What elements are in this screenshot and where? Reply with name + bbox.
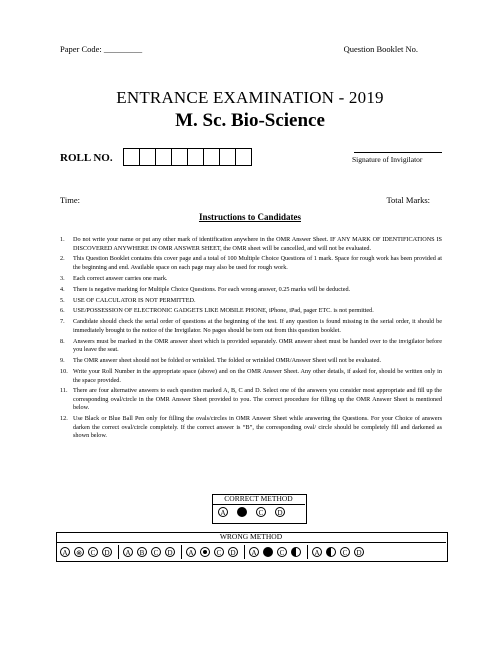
- instruction-number: 6.: [60, 307, 65, 315]
- group-divider: [307, 545, 308, 559]
- answer-bubble: A: [249, 547, 259, 557]
- instruction-number: 5.: [60, 296, 65, 304]
- answer-bubble: C: [256, 507, 266, 517]
- wrong-method-title: WRONG METHOD: [56, 532, 446, 543]
- instructions-title: Instructions to Candidates: [198, 212, 301, 222]
- instruction-item: [60, 338, 442, 355]
- answer-bubble: A: [312, 547, 322, 557]
- roll-no-box: [235, 148, 252, 166]
- answer-bubble: [200, 547, 210, 557]
- instruction-item: [60, 318, 442, 335]
- instruction-text: USE/POSSESSION OF ELECTRONIC GADGETS LIKE MOBILE PHONE, iPhone, iPad, pager ETC. is not permitted.: [73, 307, 374, 315]
- instruction-text: Write your Roll Number in the appropriate space (above) and on the OMR Answer Sheet. Any other details, if asked for, should be written only in the space provided.: [73, 368, 442, 384]
- instruction-number: 2.: [60, 255, 65, 263]
- instruction-item: [60, 286, 442, 295]
- instruction-text: This Question Booklet contains this cover page and a total of 100 Multiple Choice Questions of 1 mark. Space for rough work has been provided at the beginning and end. Available space on each page may also be used for rough work.: [73, 255, 442, 271]
- roll-no-box: [123, 148, 140, 166]
- answer-bubble: ⊗: [74, 547, 84, 557]
- instruction-number: 4.: [60, 285, 65, 293]
- instruction-number: 3.: [60, 274, 65, 282]
- group-divider: [244, 545, 245, 559]
- instruction-number: 8.: [60, 337, 65, 345]
- instruction-text: There are four alternative answers to each question marked A, B, C and D. Select one of the answers you consider most appropriate and fill up the corresponding oval/circle in the OMR Answer Sheet provided to you. The correct procedure for filling up the OMR Answer Sheet is mentioned below.: [73, 387, 442, 412]
- wrong-method-bubbles: [60, 545, 368, 559]
- roll-no-label: ROLL NO.: [60, 152, 113, 164]
- answer-bubble: [326, 547, 336, 557]
- signature-label: Signature of Invigilator: [352, 155, 423, 164]
- instruction-number: 9.: [60, 357, 65, 365]
- instruction-text: Candidate should check the serial order of questions at the beginning of the test. If any question is found missing in the serial order, it should be immediately brought to the notice of the Invigilator. No pages should be torn out from this question booklet.: [73, 318, 442, 334]
- course-title: M. Sc. Bio-Science: [175, 110, 325, 131]
- instruction-text: Use Black or Blue Ball Pen only for filling the ovals/circles in OMR Answer Sheet while answering the Questions. For your Choice of answers darken the correct oval/circle completely. If the correct answer is “B”, the corresponding oval/ circle should be completely fill and darkened as shown below.: [73, 415, 442, 440]
- answer-bubble: D: [354, 547, 364, 557]
- correct-method-title: CORRECT METHOD: [212, 494, 305, 505]
- answer-bubble: A: [60, 547, 70, 557]
- roll-no-boxes: [124, 148, 252, 166]
- instruction-item: [60, 297, 442, 306]
- time-label: Time:: [60, 195, 81, 205]
- exam-title: ENTRANCE EXAMINATION - 2019: [116, 88, 384, 107]
- question-booklet-no-label: Question Booklet No.: [343, 44, 418, 54]
- answer-bubble: C: [214, 547, 224, 557]
- answer-bubble: [291, 547, 301, 557]
- roll-no-box: [155, 148, 172, 166]
- instruction-item: [60, 236, 442, 253]
- answer-bubble: C: [88, 547, 98, 557]
- instruction-item: [60, 368, 442, 385]
- instruction-item: [60, 307, 442, 316]
- answer-bubble: [263, 547, 273, 557]
- answer-bubble: D: [228, 547, 238, 557]
- roll-no-box: [171, 148, 188, 166]
- instruction-text: There is negative marking for Multiple Choice Questions. For each wrong answer, 0.25 marks will be deducted.: [73, 285, 351, 293]
- answer-bubble: C: [340, 547, 350, 557]
- answer-bubble: C: [277, 547, 287, 557]
- instruction-item: [60, 275, 442, 284]
- instruction-number: 1.: [60, 236, 65, 243]
- roll-no-box: [203, 148, 220, 166]
- instructions-list: [60, 236, 442, 443]
- answer-bubble: C: [151, 547, 161, 557]
- instruction-text: The OMR answer sheet should not be folded or wrinkled. The folded or wrinkled OMR/Answer Sheet will not be evaluated.: [73, 357, 381, 365]
- roll-no-box: [219, 148, 236, 166]
- signature-line: [354, 152, 442, 153]
- answer-bubble: A: [218, 507, 228, 517]
- instruction-text: Each correct answer carries one mark.: [73, 274, 168, 282]
- answer-bubble: D: [102, 547, 112, 557]
- answer-bubble: D: [165, 547, 175, 557]
- roll-no-box: [187, 148, 204, 166]
- instruction-item: [60, 357, 442, 366]
- instruction-text: Do not write your name or put any other mark of identification anywhere in the OMR Answer Sheet. IF ANY MARK OF IDENTIFICATIONS IS DISCOVERED ANYWHERE IN OMR ANSWER SHEET, the OMR sheet will be cancelled, and will not be evaluated.: [73, 236, 442, 252]
- total-marks-label: Total Marks:: [386, 195, 430, 205]
- answer-bubble: A: [123, 547, 133, 557]
- answer-bubble: D: [275, 507, 285, 517]
- answer-bubble: [237, 507, 247, 517]
- instruction-number: 7.: [60, 318, 65, 326]
- answer-bubble: A: [186, 547, 196, 557]
- paper-code-label: Paper Code: _________: [60, 44, 143, 54]
- correct-method-bubbles: [218, 507, 294, 517]
- answer-bubble: B: [137, 547, 147, 557]
- roll-no-box: [139, 148, 156, 166]
- instruction-number: 12.: [60, 415, 68, 423]
- group-divider: [118, 545, 119, 559]
- instruction-number: 11.: [60, 387, 68, 395]
- instruction-item: [60, 415, 442, 441]
- instruction-number: 10.: [60, 368, 68, 376]
- instruction-text: Answers must be marked in the OMR answer sheet which is provided separately. OMR answer sheet must be handed over to the invigilator before you leave the seat.: [73, 337, 442, 354]
- group-divider: [181, 545, 182, 559]
- instruction-item: [60, 387, 442, 413]
- instruction-text: USE OF CALCULATOR IS NOT PERMITTED.: [73, 296, 196, 304]
- instruction-item: [60, 255, 442, 272]
